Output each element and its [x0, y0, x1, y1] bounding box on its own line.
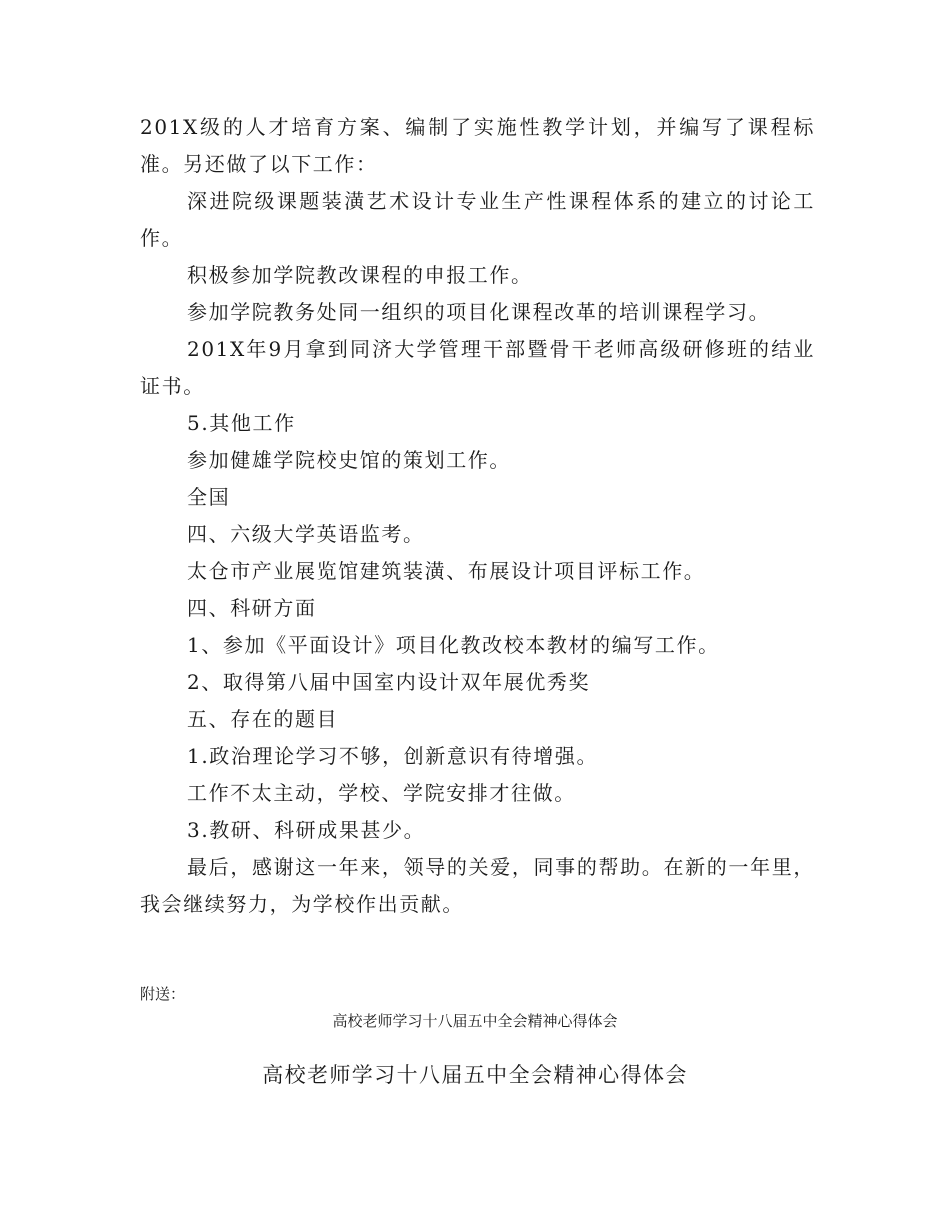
appendix-subtitle: 高校老师学习十八届五中全会精神心得体会 — [332, 1012, 618, 1030]
body-text — [140, 109, 815, 923]
paragraph: 积极参加学院教改课程的申报工作。 — [187, 263, 533, 287]
appendix-title: 高校老师学习十八届五中全会精神心得体会 — [262, 1063, 688, 1087]
section-heading: 五、存在的题目 — [187, 707, 339, 731]
paragraph: 1.政治理论学习不够，创新意识有待增强。 — [187, 744, 599, 768]
paragraph: 深进院级课题装潢艺术设计专业生产性课程体系的建立的讨论工作。 — [140, 189, 815, 250]
appendix-label: 附送： — [140, 985, 186, 1003]
paragraph: 201X级的人才培育方案、编制了实施性教学计划，并编写了课程标准。另还做了以下工作： — [140, 115, 815, 176]
section-heading: 5.其他工作 — [187, 411, 296, 435]
paragraph: 太仓市产业展览馆建筑装潢、布展设计项目评标工作。 — [187, 559, 706, 583]
paragraph: 参加学院教务处同一组织的项目化课程改革的培训课程学习。 — [187, 300, 771, 324]
closing-paragraph: 最后，感谢这一年来，领导的关爱，同事的帮助。在新的一年里，我会继续努力，为学校作出贡献。 — [140, 855, 815, 916]
paragraph: 工作不太主动，学校、学院安排才往做。 — [187, 781, 576, 805]
paragraph: 四、六级大学英语监考。 — [187, 522, 425, 546]
paragraph: 2、取得第八届中国室内设计双年展优秀奖 — [187, 670, 591, 694]
section-heading: 四、科研方面 — [187, 596, 317, 620]
paragraph: 1、参加《平面设计》项目化教改校本教材的编写工作。 — [187, 633, 720, 657]
paragraph: 参加健雄学院校史馆的策划工作。 — [187, 448, 511, 472]
paragraph: 全国 — [187, 485, 231, 509]
paragraph: 3.教研、科研成果甚少。 — [187, 818, 426, 842]
paragraph: 201X年9月拿到同济大学管理干部暨骨干老师高级研修班的结业证书。 — [140, 337, 815, 398]
